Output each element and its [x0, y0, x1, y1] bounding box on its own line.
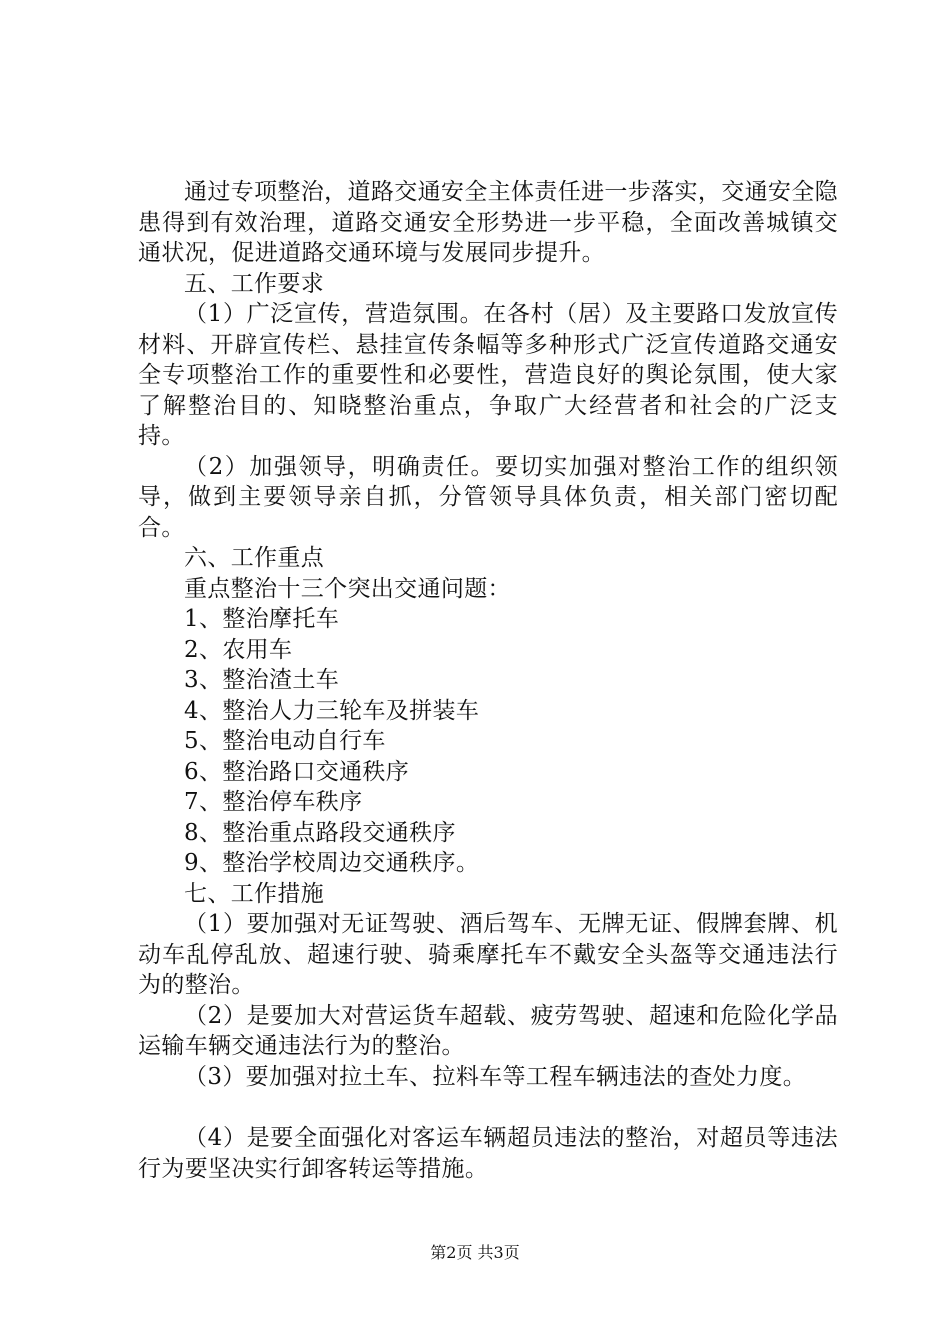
paragraph-requirement-2: （2）加强领导，明确责任。要切实加强对整治工作的组织领导，做到主要领导亲自抓，分管领导具体负责，相关部门密切配合。 — [138, 453, 838, 541]
list-item: 9、整治学校周边交通秩序。 — [184, 850, 480, 876]
list-item: 3、整治渣土车 — [184, 667, 340, 693]
paragraph-focus-intro: 重点整治十三个突出交通问题： — [184, 575, 511, 602]
list-item: 6、整治路口交通秩序 — [184, 758, 410, 785]
paragraph-measure-3: （3）要加强对拉土车、拉料车等工程车辆违法的查处力度。 — [184, 1063, 807, 1090]
paragraph-measure-1: （1）要加强对无证驾驶、酒后驾车、无牌无证、假牌套牌、机动车乱停乱放、超速行驶、骑乘摩托车不戴安全头盔等交通违法行为的整治。 — [138, 911, 838, 998]
list-item: 5、整治电动自行车 — [184, 728, 386, 754]
paragraph-requirement-1: （1）广泛宣传，营造氛围。在各村（居）及主要路口发放宣传材料、开辟宣传栏、悬挂宣传条幅等多种形式广泛宣传道路交通安全专项整治工作的重要性和必要性，营造良好的舆论氛围，使大家了解整治目的、知晓整治重点，争取广大经营者和社会的广泛支持。 — [138, 301, 838, 449]
document-body — [138, 177, 838, 1184]
list-item: 2、农用车 — [184, 636, 293, 663]
page-footer: 第2页 共3页 — [430, 1243, 520, 1262]
heading-work-requirements: 五、工作要求 — [184, 270, 325, 297]
heading-work-measures: 七、工作措施 — [184, 880, 325, 907]
list-item: 1、整治摩托车 — [184, 606, 340, 632]
list-item: 7、整治停车秩序 — [184, 789, 363, 815]
list-item: 4、整治人力三轮车及拼装车 — [184, 697, 480, 724]
paragraph-measure-4: （4）是要全面强化对客运车辆超员违法的整治，对超员等违法行为要坚决实行卸客转运等措施。 — [138, 1125, 838, 1182]
paragraph-goal: 通过专项整治，道路交通安全主体责任进一步落实，交通安全隐患得到有效治理，道路交通安全形势进一步平稳，全面改善城镇交通状况，促进道路交通环境与发展同步提升。 — [138, 179, 838, 266]
list-item: 8、整治重点路段交通秩序 — [184, 819, 456, 846]
paragraph-measure-2: （2）是要加大对营运货车超载、疲劳驾驶、超速和危险化学品运输车辆交通违法行为的整治。 — [138, 1002, 838, 1059]
heading-work-focus: 六、工作重点 — [184, 545, 325, 571]
